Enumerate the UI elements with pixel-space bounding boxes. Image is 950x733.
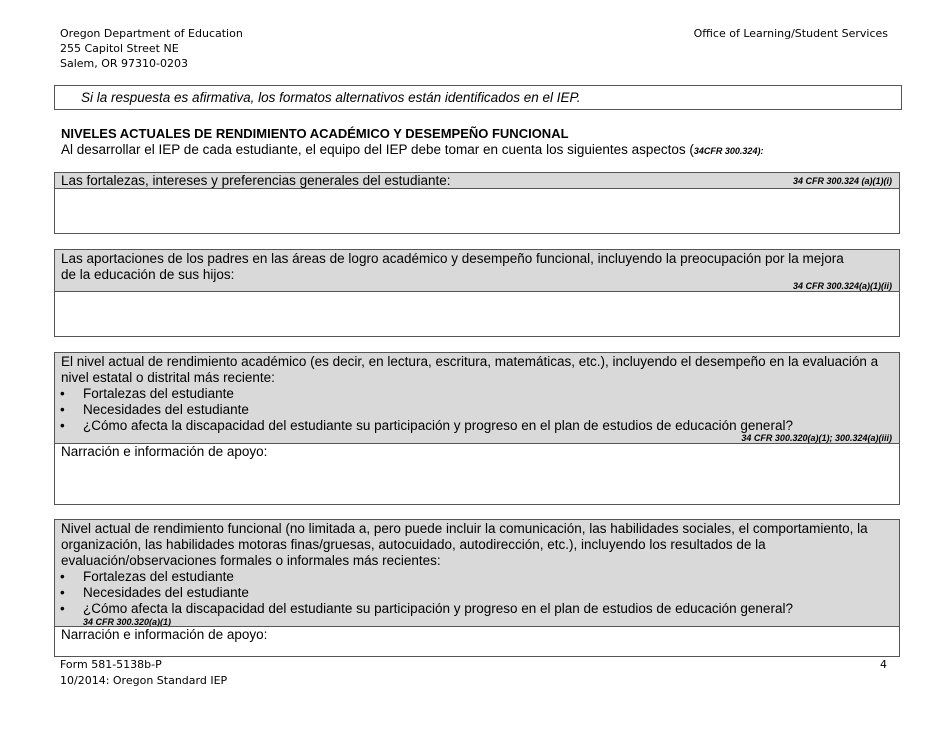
org-address [60, 26, 243, 71]
strengths-field[interactable] [54, 188, 900, 234]
academic-bullet-needs: • Necesidades del estudiante [55, 402, 899, 418]
alt-formats-note: Si la respuesta es afirmativa, los formatos alternativos están identificados en el IEP. [54, 85, 902, 110]
academic-bullet-impact: • ¿Cómo afecta la discapacidad del estudiante su participación y progreso en el plan de estudios de educación general? [55, 418, 899, 434]
parent-input-cfr: 34 CFR 300.324(a)(1)(ii) [792, 281, 892, 291]
academic-header [54, 352, 900, 444]
strengths-label: Las fortalezas, intereses y preferencias generales del estudiante: [61, 173, 451, 188]
strengths-cfr: 34 CFR 300.324 (a)(1)(i) [792, 176, 892, 186]
functional-bullet-needs: • Necesidades del estudiante [55, 585, 899, 601]
section-intro [61, 142, 763, 157]
academic-bullet-strengths: • Fortalezas del estudiante [55, 386, 899, 402]
org-name: Oregon Department of Education [60, 27, 243, 40]
strengths-header [54, 172, 900, 189]
page-number: 4 [880, 658, 887, 671]
academic-cfr: 34 CFR 300.320(a)(1); 300.324(a)(iii) [741, 433, 892, 443]
functional-bullet-impact: • ¿Cómo afecta la discapacidad del estudiante su participación y progreso en el plan de estudios de educación general? [55, 601, 899, 617]
functional-bullets [55, 569, 899, 617]
parent-input-header [54, 249, 900, 292]
functional-narrative-field[interactable] [54, 626, 900, 657]
org-street: 255 Capitol Street NE [60, 42, 179, 55]
academic-narrative-field[interactable] [54, 443, 900, 505]
form-number: Form 581-5138b-P [60, 658, 162, 671]
office-name: Office of Learning/Student Services [693, 27, 888, 40]
section-intro-cfr: 34CFR 300.324): [693, 146, 764, 156]
footer-form-info [60, 657, 227, 689]
academic-label: El nivel actual de rendimiento académico (es decir, en lectura, escritura, matemáticas, etc.), incluyendo el desempeño en la evaluación a nivel estatal o distrital más reciente: [61, 354, 879, 385]
academic-narrative-label: Narración e información de apoyo: [61, 444, 268, 459]
functional-cfr: 34 CFR 300.320(a)(1) [83, 617, 172, 627]
form-date: 10/2014: Oregon Standard IEP [60, 674, 228, 687]
functional-header [54, 519, 900, 627]
functional-label: Nivel actual de rendimiento funcional (no limitada a, pero puede incluir la comunicación, las habilidades sociales, el comportamiento, la organización, las habilidades motoras finas/gruesas, autocuidado, autodirección, etc.), incluyendo los resultados de la evaluación/observaciones formales o informales más recientes: [61, 521, 868, 568]
parent-input-field[interactable] [54, 291, 900, 337]
parent-input-label: Las aportaciones de los padres en las áreas de logro académico y desempeño funcional, incluyendo la preocupación por la mejora de la educación de sus hijos: [61, 251, 844, 282]
section-intro-text: Al desarrollar el IEP de cada estudiante, el equipo del IEP debe tomar en cuenta los siguientes aspectos ( [61, 142, 694, 157]
functional-bullet-strengths: • Fortalezas del estudiante [55, 569, 899, 585]
academic-bullets [55, 386, 899, 434]
functional-narrative-label: Narración e información de apoyo: [61, 627, 268, 642]
section-title: NIVELES ACTUALES DE RENDIMIENTO ACADÉMICO Y DESEMPEÑO FUNCIONAL [61, 126, 569, 141]
org-city: Salem, OR 97310-0203 [60, 57, 189, 70]
